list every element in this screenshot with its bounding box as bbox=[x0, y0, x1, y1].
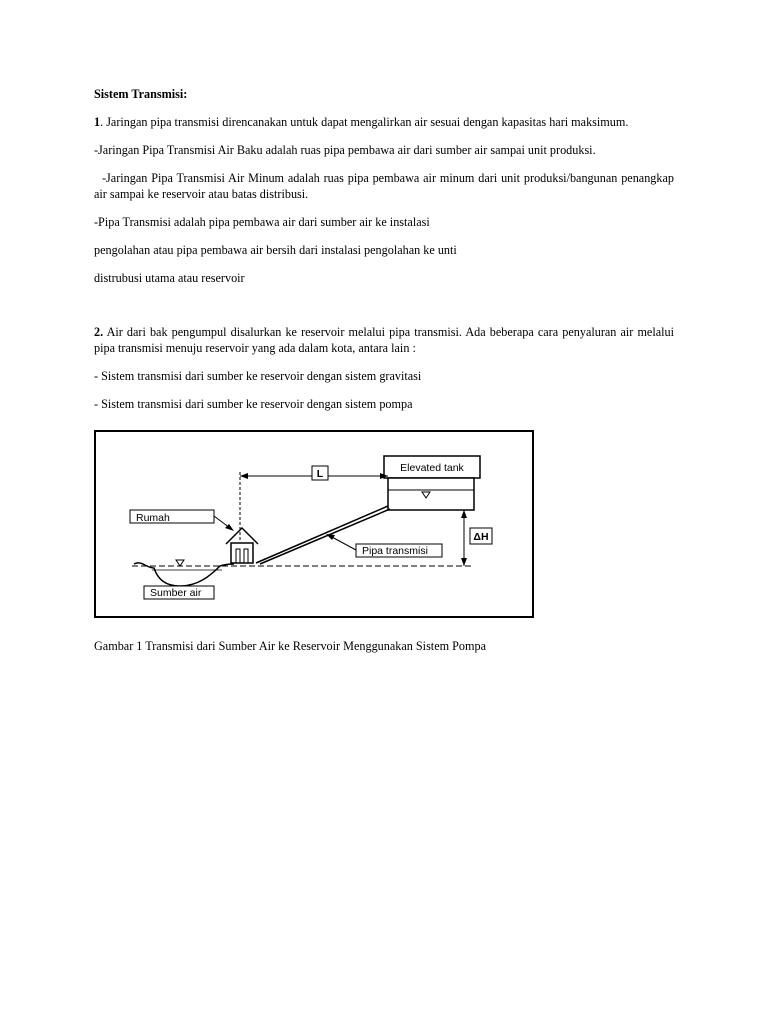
rumah-label: Rumah bbox=[136, 512, 170, 524]
paragraph-7-number: 2. bbox=[94, 325, 104, 339]
document-page bbox=[94, 86, 674, 654]
elevated-tank-label: Elevated tank bbox=[400, 462, 464, 474]
section-title: Sistem Transmisi: bbox=[94, 87, 188, 101]
pipa-leader-line bbox=[330, 536, 356, 550]
paragraph-1-text: . Jaringan pipa transmisi direncanakan untuk dapat mengalirkan air sesuai dengan kapasitas hari maksimum. bbox=[100, 115, 629, 129]
house-body bbox=[231, 543, 253, 563]
source-water-symbol bbox=[176, 560, 184, 566]
figure-caption: Gambar 1 Transmisi dari Sumber Air ke Reservoir Menggunakan Sistem Pompa bbox=[94, 639, 486, 653]
elevated-tank-body bbox=[388, 478, 474, 510]
paragraph-gap bbox=[94, 298, 674, 324]
paragraph-1 bbox=[94, 114, 674, 130]
length-label: L bbox=[316, 468, 324, 480]
paragraph-9: - Sistem transmisi dari sumber ke reservoir dengan sistem pompa bbox=[94, 397, 413, 411]
paragraph-6: distrubusi utama atau reservoir bbox=[94, 271, 245, 285]
head-label: ΔH bbox=[473, 531, 489, 543]
sumber-label: Sumber air bbox=[150, 587, 202, 599]
head-arrow-top bbox=[461, 510, 467, 518]
paragraph-7 bbox=[94, 324, 674, 356]
head-arrow-bottom bbox=[461, 558, 467, 566]
transmission-diagram bbox=[94, 430, 534, 620]
paragraph-2: -Jaringan Pipa Transmisi Air Baku adalah ruas pipa pembawa air dari sumber air sampai unit produksi. bbox=[94, 143, 596, 157]
paragraph-4: -Pipa Transmisi adalah pipa pembawa air dari sumber air ke instalasi bbox=[94, 215, 430, 229]
paragraph-3: -Jaringan Pipa Transmisi Air Minum adalah ruas pipa pembawa air minum dari unit produksi/bangunan penangkap air sampai ke reservoir atau batas distribusi. bbox=[94, 171, 674, 201]
paragraph-1-number: 1 bbox=[94, 115, 101, 129]
length-arrow-left bbox=[240, 473, 248, 479]
paragraph-8: - Sistem transmisi dari sumber ke reservoir dengan sistem gravitasi bbox=[94, 369, 422, 383]
house-roof bbox=[226, 528, 258, 544]
transmission-figure bbox=[94, 430, 534, 620]
pipa-label: Pipa transmisi bbox=[362, 545, 428, 557]
pipa-leader-arrow bbox=[326, 534, 335, 540]
paragraph-5: pengolahan atau pipa pembawa air bersih dari instalasi pengolahan ke unti bbox=[94, 243, 457, 257]
water-source-basin bbox=[134, 563, 234, 586]
paragraph-7-text: Air dari bak pengumpul disalurkan ke reservoir melalui pipa transmisi. Ada beberapa cara penyaluran air melalui pipa transmisi menuju reservoir yang ada dalam kota, antara lain : bbox=[94, 325, 674, 355]
